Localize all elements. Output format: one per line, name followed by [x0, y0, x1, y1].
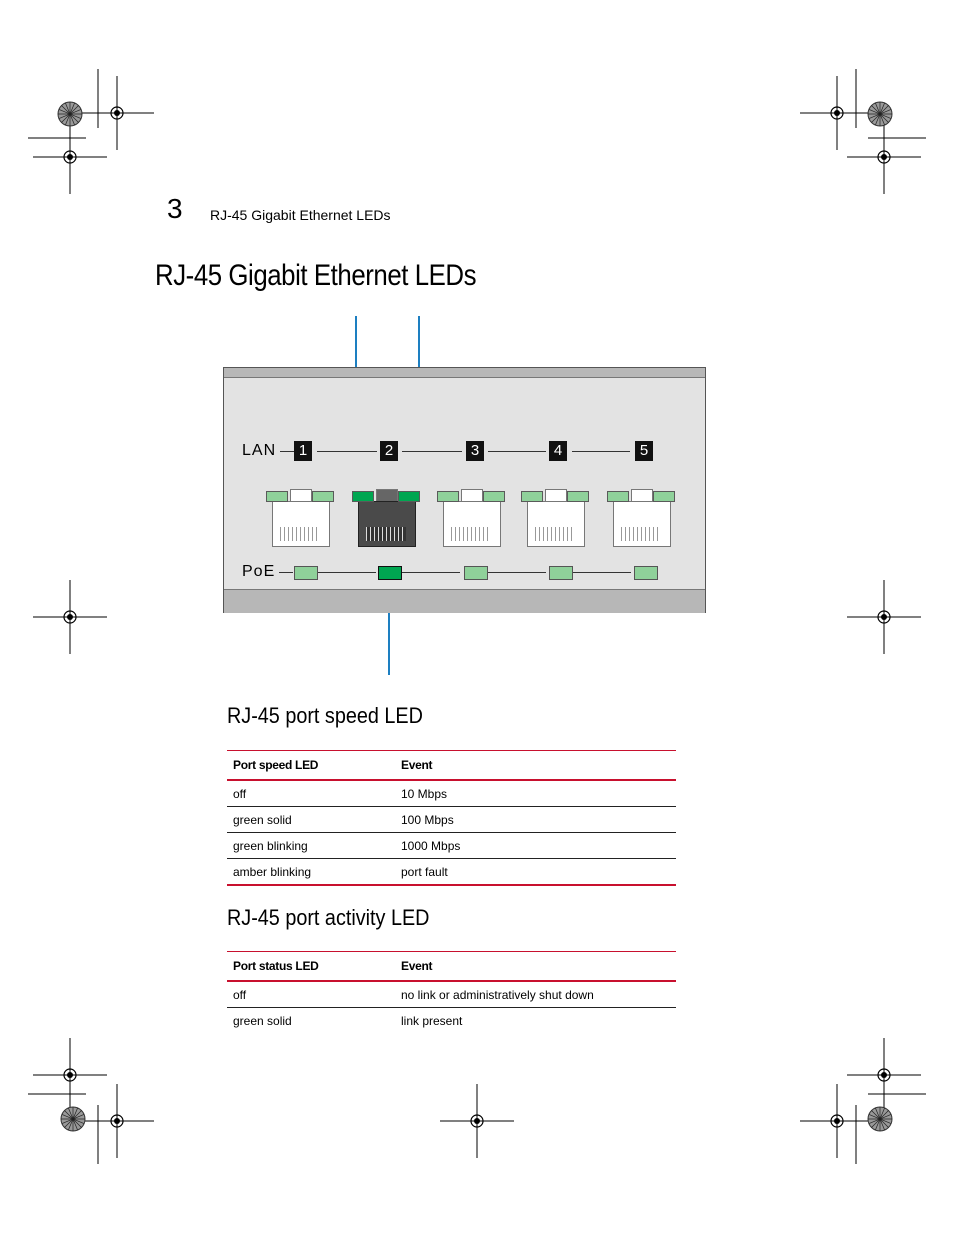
table-cell: 1000 Mbps	[395, 833, 676, 859]
column-header: Event	[395, 751, 676, 781]
table-cell: amber blinking	[227, 859, 395, 886]
table-cell: no link or administratively shut down	[395, 981, 676, 1008]
table-cell: green solid	[233, 1013, 292, 1028]
column-header: Port status LED	[227, 952, 395, 982]
table-cell: green blinking	[227, 833, 395, 859]
table-cell: port fault	[395, 859, 676, 886]
port-number-4: 4	[549, 441, 567, 461]
column-header: Port speed LED	[227, 751, 395, 781]
table-cell: 100 Mbps	[395, 807, 676, 833]
port-number-3: 3	[466, 441, 484, 461]
port-number-1: 1	[294, 441, 312, 461]
speed-section-title: RJ-45 port speed LED	[227, 703, 423, 728]
lan-label: LAN	[242, 442, 277, 459]
table-cell: link present	[401, 1013, 463, 1028]
poe-label: PoE	[242, 563, 276, 580]
port-number-2: 2	[380, 441, 398, 461]
page-title: RJ-45 Gigabit Ethernet LEDs	[155, 259, 477, 292]
activity-section-title: RJ-45 port activity LED	[227, 905, 430, 930]
table-cell: green solid	[227, 807, 395, 833]
table-cell: 10 Mbps	[395, 780, 676, 807]
table-cell: off	[227, 780, 395, 807]
column-header: Event	[395, 952, 676, 982]
chapter-number: 3	[167, 193, 183, 224]
port-number-5: 5	[635, 441, 653, 461]
crop-marks	[28, 69, 926, 1164]
running-head: RJ-45 Gigabit Ethernet LEDs	[210, 207, 391, 223]
table-cell: off	[227, 981, 395, 1008]
